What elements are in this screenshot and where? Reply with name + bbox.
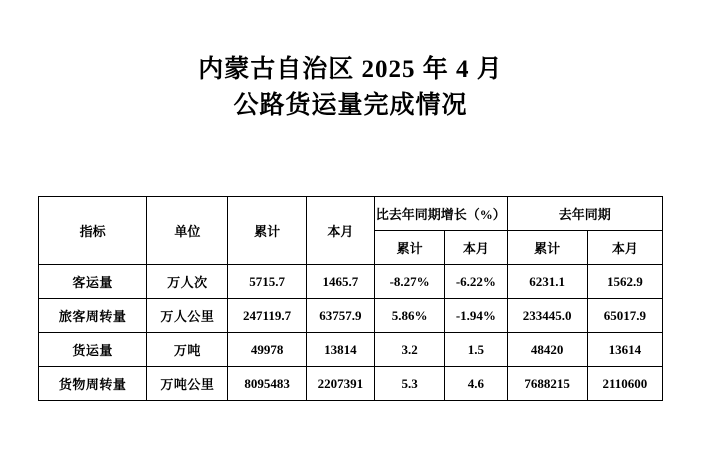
header-cumulative: 累计 [228,197,306,265]
table-row [39,299,663,333]
cell-indicator: 客运量 [39,265,147,299]
table-row [39,333,663,367]
cell-cumulative: 8095483 [228,367,306,401]
header-indicator: 指标 [39,197,147,265]
header-unit: 单位 [147,197,228,265]
cell-this-month: 13814 [306,333,374,367]
cell-cumulative: 5715.7 [228,265,306,299]
header-this-month: 本月 [306,197,374,265]
cell-indicator: 货物周转量 [39,367,147,401]
cell-last-cumulative: 233445.0 [507,299,587,333]
cell-last-month: 2110600 [587,367,662,401]
cell-growth-cumulative: 5.3 [375,367,445,401]
document-title [0,0,701,125]
cell-unit: 万吨公里 [147,367,228,401]
header-growth-month: 本月 [445,231,507,265]
cell-growth-month: -1.94% [445,299,507,333]
table-header-row-top [39,197,663,231]
header-last-year-group: 去年同期 [507,197,662,231]
table-row [39,367,663,401]
table-body [39,265,663,401]
cell-this-month: 2207391 [306,367,374,401]
header-last-month: 本月 [587,231,662,265]
cell-growth-cumulative: 5.86% [375,299,445,333]
cell-this-month: 63757.9 [306,299,374,333]
title-line-2: 公路货运量完成情况 [233,92,468,120]
report-table-container [38,196,663,401]
title-line-1: 内蒙古自治区 2025 年 4 月 [198,56,503,83]
table-header [39,197,663,265]
cell-last-cumulative: 7688215 [507,367,587,401]
cell-last-cumulative: 6231.1 [507,265,587,299]
cell-cumulative: 247119.7 [228,299,306,333]
cell-last-month: 65017.9 [587,299,662,333]
cell-growth-month: 4.6 [445,367,507,401]
cell-unit: 万人公里 [147,299,228,333]
header-last-cumulative: 累计 [507,231,587,265]
cell-growth-cumulative: -8.27% [375,265,445,299]
cell-indicator: 货运量 [39,333,147,367]
cell-last-month: 1562.9 [587,265,662,299]
header-growth-group: 比去年同期增长（%） [375,197,508,231]
cell-last-cumulative: 48420 [507,333,587,367]
cell-growth-cumulative: 3.2 [375,333,445,367]
cell-cumulative: 49978 [228,333,306,367]
cell-growth-month: -6.22% [445,265,507,299]
freight-report-table [38,196,663,401]
cell-unit: 万人次 [147,265,228,299]
table-row [39,265,663,299]
cell-last-month: 13614 [587,333,662,367]
cell-indicator: 旅客周转量 [39,299,147,333]
cell-growth-month: 1.5 [445,333,507,367]
cell-unit: 万吨 [147,333,228,367]
header-growth-cumulative: 累计 [375,231,445,265]
cell-this-month: 1465.7 [306,265,374,299]
